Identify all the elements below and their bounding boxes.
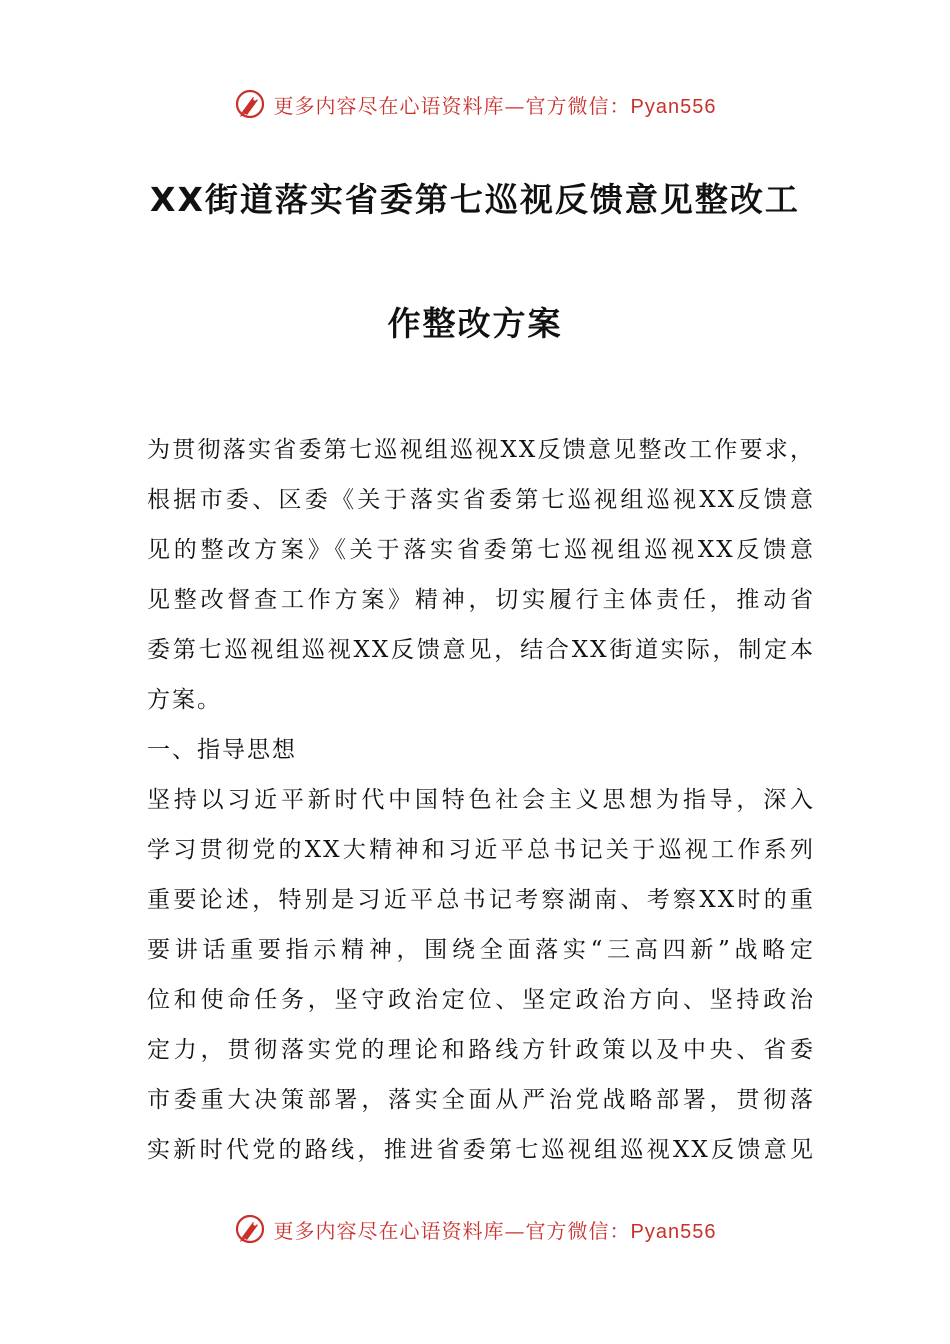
intro-paragraph [147,425,815,725]
paragraph-line: 见整改督查工作方案》精神，切实履行主体责任，推动省 [147,587,815,613]
paragraph-line: 位和使命任务，坚守政治定位、坚定政治方向、坚持政治 [147,987,815,1013]
footer-watermark-banner [0,1209,950,1249]
paragraph-line: 实新时代党的路线，推进省委第七巡视组巡视XX反馈意见 [147,1137,815,1163]
banner-wechat-id: Pyan556 [630,1220,717,1243]
paragraph-line: 学习贯彻党的XX大精神和习近平总书记关于巡视工作系列 [147,837,815,863]
paragraph-line: 见的整改方案》《关于落实省委第七巡视组巡视XX反馈意 [147,537,815,563]
paragraph-line: 要讲话重要指示精神，围绕全面落实“三高四新”战略定 [147,937,815,963]
paragraph-line: 定力，贯彻落实党的理论和路线方针政策以及中央、省委 [147,1037,815,1063]
paragraph-line: 委第七巡视组巡视XX反馈意见，结合XX街道实际，制定本 [147,637,815,663]
section-heading-guiding-ideology [147,725,815,775]
paragraph-line: 根据市委、区委《关于落实省委第七巡视组巡视XX反馈意 [147,487,815,513]
pen-nib-logo-icon [234,1213,266,1245]
header-banner-text [274,90,717,119]
banner-site-text: 更多内容尽在心语资料库 [273,93,505,118]
document-title-line-1: XX街道落实省委第七巡视反馈意见整改工 [150,180,800,219]
banner-official-label: 官方微信： [525,1218,631,1243]
paragraph-line: 方案。 [147,687,222,713]
section-heading-text: 一、指导思想 [147,737,297,763]
banner-separator: — [504,93,526,118]
header-watermark-banner [0,84,950,124]
banner-separator: — [504,1218,526,1243]
paragraph-line: 坚持以习近平新时代中国特色社会主义思想为指导，深入 [147,787,815,813]
banner-site-text: 更多内容尽在心语资料库 [273,1218,505,1243]
paragraph-line: 市委重大决策部署，落实全面从严治党战略部署，贯彻落 [147,1087,815,1113]
guiding-ideology-paragraph [147,775,815,1175]
paragraph-line: 为贯彻落实省委第七巡视组巡视XX反馈意见整改工作要求， [147,437,815,463]
footer-banner-text [274,1215,717,1244]
pen-nib-logo-icon [234,88,266,120]
banner-wechat-id: Pyan556 [630,95,717,118]
paragraph-line: 重要论述，特别是习近平总书记考察湖南、考察XX时的重 [147,887,815,913]
banner-official-label: 官方微信： [525,93,631,118]
document-title-line-2: 作整改方案 [387,304,563,343]
